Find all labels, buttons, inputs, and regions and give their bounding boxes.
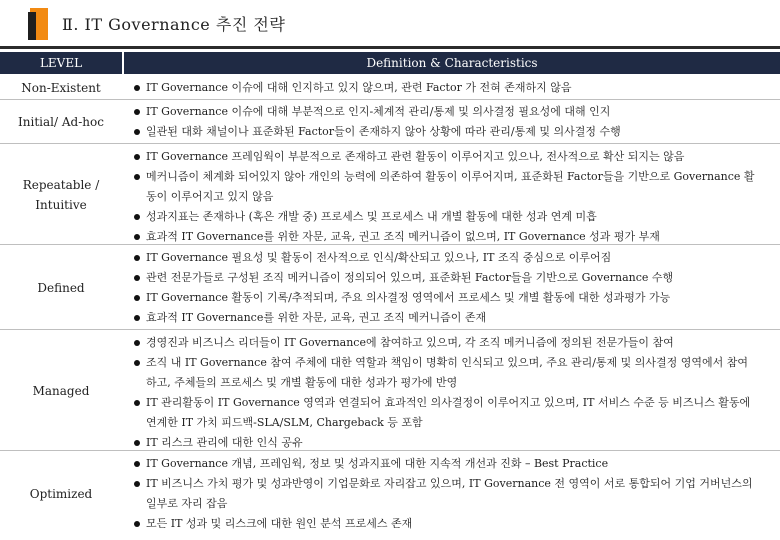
list-item [132,454,758,474]
row-divider [0,450,780,451]
table-row [0,246,780,330]
bullet-icon [134,481,140,487]
bullet-icon [134,360,140,366]
list-item [132,147,758,167]
bullet-icon [134,440,140,446]
level-column-header: LEVEL [0,52,122,74]
item-text: IT 관리활동이 IT Governance 영역과 연결되어 효과적인 의사결정이 이루어지고 있으며, IT 서비스 수준 등 비즈니스 활동에 연계한 IT 가치 피드백-SLA/SLM, Chargeback 등 포함 [146,396,751,429]
level-name: Defined [37,281,85,295]
item-text: 효과적 IT Governance를 위한 자문, 교육, 권고 조직 메커니즘이 존재 [146,311,487,324]
bullet-icon [134,109,140,115]
item-text: 경영진과 비즈니스 리더들이 IT Governance에 참여하고 있으며, 각 조직 메커니즘에 정의된 전문가들이 참여 [146,336,674,349]
list-item [132,248,758,268]
list-item [132,167,758,207]
table-row [0,452,780,536]
bullet-icon [134,85,140,91]
level-name: Managed [32,384,90,398]
list-item [132,102,758,122]
item-text: 효과적 IT Governance를 위한 자문, 교육, 권고 조직 메커니즘이 없으며, IT Governance 성과 평가 부재 [146,230,660,243]
bullet-icon [134,521,140,527]
level-name: Initial/ Ad-hoc [18,115,104,129]
title-divider [0,46,780,49]
table-row [0,100,780,144]
bullet-icon [134,154,140,160]
table-row [0,76,780,100]
bullet-icon [134,461,140,467]
list-item [132,514,758,534]
list-item [132,353,758,393]
bullet-icon [134,275,140,281]
item-text: IT Governance 이슈에 대해 부분적으로 인지-체계적 관리/통제 및 의사결정 필요성에 대해 인지 [146,105,611,118]
item-text: IT Governance 필요성 및 활동이 전사적으로 인식/확산되고 있으나, IT 조직 중심으로 이루어짐 [146,251,612,264]
bullet-icon [134,340,140,346]
bullet-icon [134,400,140,406]
item-text: 모든 IT 성과 및 리스크에 대한 원인 분석 프로세스 존재 [146,517,413,530]
list-item [132,308,758,328]
level-name: Repeatable / Intuitive [22,178,100,212]
level-name: Non-Existent [21,81,101,95]
item-text: 관련 전문가들로 구성된 조직 메커니즘이 정의되어 있으며, 표준화된 Factor들을 기반으로 Governance 수행 [146,271,674,284]
title-bar [0,0,780,46]
item-text: IT Governance 이슈에 대해 인지하고 있지 않으며, 관련 Factor 가 전혀 존재하지 않음 [146,81,572,94]
bullet-icon [134,234,140,240]
definition-column-header: Definition & Characteristics [124,52,780,74]
row-divider [0,244,780,245]
bullet-icon [134,129,140,135]
row-divider [0,143,780,144]
list-item [132,122,758,142]
list-item [132,268,758,288]
table-row [0,145,780,245]
bullet-icon [134,174,140,180]
item-text: IT 리스크 관리에 대한 인식 공유 [146,436,303,449]
table-row [0,331,780,451]
item-text: IT Governance 프레임웍이 부분적으로 존재하고 관련 활동이 이루어지고 있으나, 전사적으로 확산 되지는 않음 [146,150,685,163]
row-divider [0,329,780,330]
bullet-icon [134,214,140,220]
item-text: IT 비즈니스 가치 평가 및 성과반영이 기업문화로 자리잡고 있으며, IT Governance 전 영역이 서로 통합되어 기업 거버넌스의 일부로 자리 잡음 [146,477,753,510]
level-name: Optimized [29,487,93,501]
item-text: IT Governance 활동이 기록/추적되며, 주요 의사결정 영역에서 프로세스 및 개별 활동에 대한 성과평가 가능 [146,291,671,304]
item-text: IT Governance 개념, 프레임웍, 정보 및 성과지표에 대한 지속적 개선과 진화 – Best Practice [146,457,609,470]
list-item [132,474,758,514]
title-accent-dark-icon [28,12,36,40]
list-item [132,333,758,353]
item-text: 성과지표는 존재하나 (혹은 개발 중) 프로세스 및 프로세스 내 개별 활동에 대한 성과 연계 미흡 [146,210,597,223]
bullet-icon [134,315,140,321]
bullet-icon [134,255,140,261]
list-item [132,393,758,433]
item-text: 일관된 대화 채널이나 표준화된 Factor들이 존재하지 않아 상황에 따라 관리/통제 및 의사결정 수행 [146,125,621,138]
page-title: Ⅱ. IT Governance 추진 전략 [62,15,286,34]
bullet-icon [134,295,140,301]
item-text: 조직 내 IT Governance 참여 주체에 대한 역할과 책임이 명확히 인식되고 있으며, 주요 관리/통제 및 의사결정 영역에서 참여하고, 주체들의 프로세스 및 개별 활동에 대한 성과가 평가에 반영 [146,356,749,389]
list-item [132,207,758,227]
item-text: 메커니즘이 체계화 되어있지 않아 개인의 능력에 의존하여 활동이 이루어지며, 표준화된 Factor들을 기반으로 Governance 활동이 이루어지고 있지 않음 [146,170,755,203]
list-item [132,288,758,308]
list-item [132,78,758,98]
